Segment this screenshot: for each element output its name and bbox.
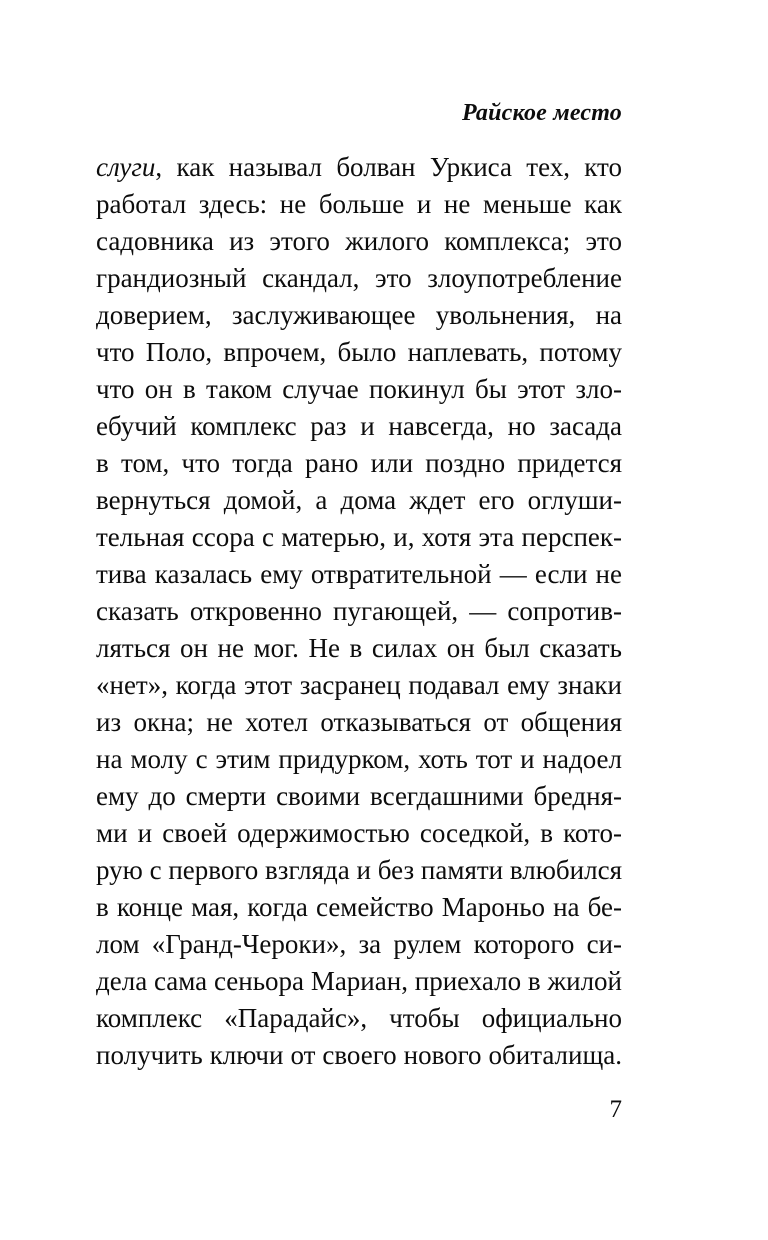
text-line: дела сама сеньора Мариан, приехало в жилой bbox=[96, 966, 622, 996]
text-line: грандиозный скандал, это злоупотребление bbox=[96, 263, 622, 293]
text-line: ляться он не мог. Не в силах он был сказать bbox=[96, 633, 622, 663]
text-line: ебучий комплекс раз и навсегда, но засада bbox=[96, 411, 622, 441]
text-line: доверием, заслуживающее увольнения, на bbox=[96, 300, 622, 330]
text-line: в том, что тогда рано или поздно придется bbox=[96, 448, 622, 478]
text-line: что Поло, впрочем, было наплевать, потому bbox=[96, 337, 622, 367]
text-line: на молу с этим придурком, хоть тот и надоел bbox=[96, 744, 622, 774]
text-line-rest: , как называл болван Уркиса тех, кто bbox=[155, 152, 622, 182]
text-line: тельная ссора с матерью, и, хотя эта перспек- bbox=[96, 522, 622, 552]
text-line: работал здесь: не больше и не меньше как bbox=[96, 189, 622, 219]
text-line bbox=[96, 149, 622, 186]
text-line: сказать откровенно пугающей, — сопротив- bbox=[96, 596, 622, 626]
text-line: ми и своей одержимостью соседкой, в кото- bbox=[96, 818, 622, 848]
text-line: «нет», когда этот засранец подавал ему знаки bbox=[96, 670, 622, 700]
lead-word-italic: слуги bbox=[96, 152, 156, 182]
text-line: лом «Гранд-Чероки», за рулем которого си- bbox=[96, 929, 622, 959]
text-line: садовника из этого жилого комплекса; это bbox=[96, 226, 622, 256]
text-line: вернуться домой, а дома ждет его оглуши- bbox=[96, 485, 622, 515]
text-line: получить ключи от своего нового обиталища. bbox=[96, 1040, 622, 1070]
text-line: ему до смерти своими всегдашними бредня- bbox=[96, 781, 622, 811]
text-line: комплекс «Парадайс», чтобы официально bbox=[96, 1003, 622, 1033]
text-line: из окна; не хотел отказываться от общения bbox=[96, 707, 622, 737]
text-line: тива казалась ему отвратительной — если не bbox=[96, 559, 622, 589]
text-line: рую с первого взгляда и без памяти влюбился bbox=[96, 855, 622, 885]
page-number: 7 bbox=[609, 1096, 622, 1123]
text-line: что он в таком случае покинул бы этот зло- bbox=[96, 374, 622, 404]
text-line: в конце мая, когда семейство Мароньо на бе- bbox=[96, 892, 622, 922]
body-text-block bbox=[96, 149, 622, 1074]
running-head: Райское место bbox=[461, 100, 622, 126]
